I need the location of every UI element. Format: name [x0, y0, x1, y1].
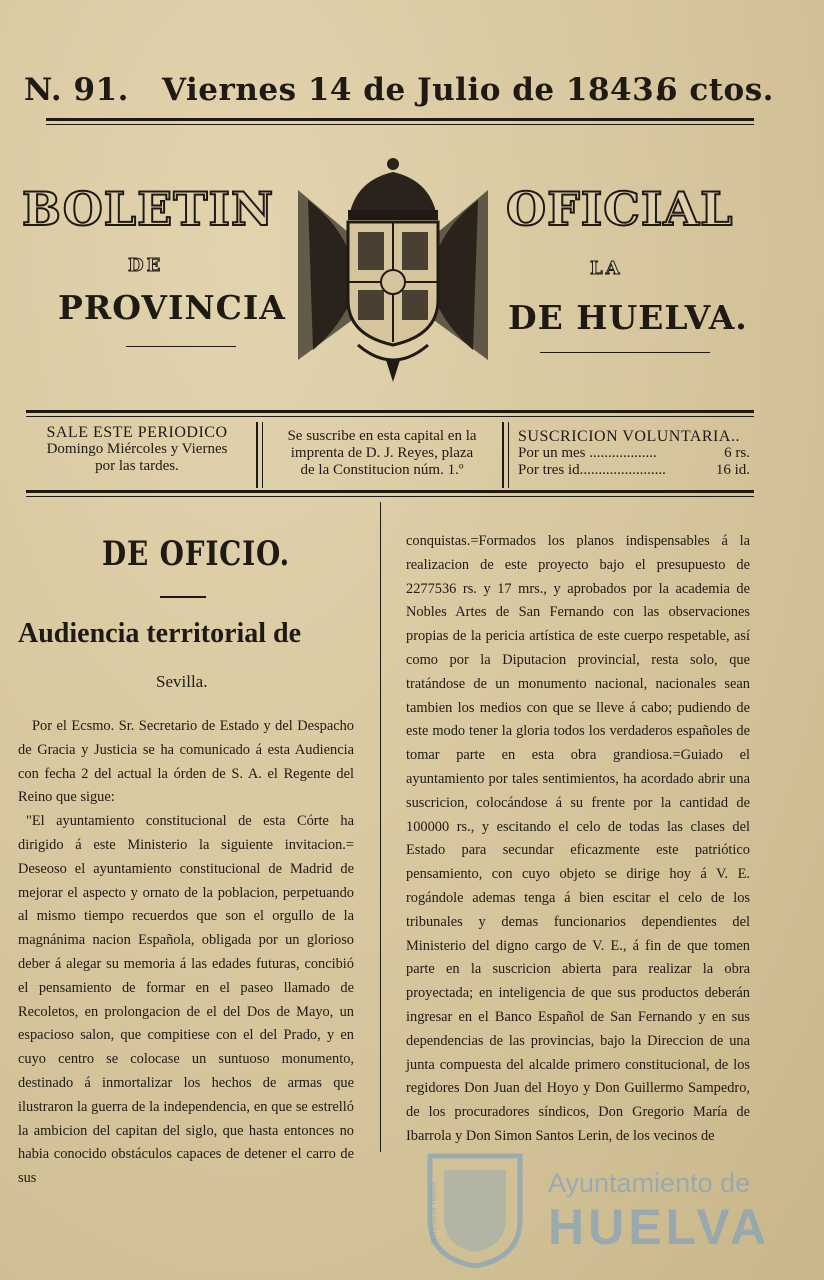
info-divider-1b	[262, 422, 263, 488]
title-rule-right	[540, 352, 710, 353]
seal-text: POTENS IN TERRA	[431, 1181, 438, 1245]
subscription-line-1: Se suscribe en esta capital en la	[287, 428, 477, 444]
issue-number: N. 91.	[24, 72, 129, 108]
city-seal-watermark	[420, 1150, 530, 1270]
info-subscription	[268, 428, 496, 479]
title-oficial: OFICIAL	[506, 182, 734, 236]
rate-price: 6 rs.	[724, 445, 750, 461]
title-rule-left	[126, 346, 236, 347]
title-la: LA	[590, 258, 623, 279]
masthead-rule	[46, 118, 754, 121]
masthead	[24, 72, 774, 116]
title-provincia: PROVINCIA	[58, 288, 286, 327]
info-divider-2	[502, 422, 504, 488]
paragraph: Por el Ecsmo. Sr. Secretario de Estado y del Despacho de Gracia y Justicia se ha comunicado á esta Audiencia con fecha 2 del actual la órden de S. A. el Regente del Reino que sigue:	[18, 718, 354, 806]
info-schedule	[22, 424, 252, 475]
info-divider-1	[256, 422, 258, 488]
watermark-line-2: HUELVA	[548, 1199, 771, 1255]
coat-of-arms-emblem	[288, 150, 498, 385]
schedule-title: SALE ESTE PERIODICO	[46, 424, 228, 441]
rate-label: Por tres id.......................	[518, 462, 666, 478]
schedule-time: por las tardes.	[95, 458, 179, 474]
subscription-line-2: imprenta de D. J. Reyes, plaza	[290, 445, 474, 461]
voluntary-title: SUSCRICION VOLUNTARIA..	[518, 428, 740, 445]
rate-row	[518, 445, 750, 462]
section-city: Sevilla.	[156, 672, 208, 691]
title-de-huelva: DE HUELVA.	[508, 298, 748, 337]
subscription-line-3: de la Constitucion núm. 1.º	[300, 462, 464, 478]
masthead-rule-thin	[46, 124, 754, 125]
issue-price: 6 ctos.	[656, 72, 774, 108]
info-voluntary	[518, 428, 750, 479]
paragraph: conquistas.=Formados los planos indispensables á la realizacion de este proyecto bajo el presupuesto de 2277536 rs. y 17 mrs., y aprobados por la academia de Nobles Artes de San Fernando con las observaciones propias de la pericia artística de este cuerpo respetable, así como por la Diputacion provincial, resta solo, que tratándose de un monumento nacional, nacionales sean tambien los medios con que se lleve á cabo; pudiendo de este modo tener la gloria todos los verdaderos españoles de tomar parte en esta obra grandiosa.=Guiado el ayuntamiento por tales sentimientos, ha acordado abrir una suscricion, colocándose á su frente por la cantidad de 100000 rs., y escitando el celo de todas las clases del Estado para secundar eficazmente este patriótico pensamiento, con cuyo objeto se dirige hoy á V. E. rogándole ademas tenga á bien escitar el celo de los tribunales y demas funcionarios dependientes del Ministerio del digno cargo de V. E., á fin de que tomen parte en la suscricion abierta para realizar la obra proyectada; en inteligencia de que sus productos deberán ingresar en el Banco Español de San Fernando y en sus dependencias de las provincias, bajo la Direccion de una junta compuesta del alcalde primero constitucional, de los regidores Don Juan del Hoyo y Don Guillermo Sampedro, de los procuradores síndicos, Don Gregorio María de Ibarrola y Don Simon Santos Lerin, de los vecinos de	[406, 533, 750, 1144]
schedule-days: Domingo Miércoles y Viernes	[46, 441, 228, 457]
rate-row	[518, 462, 750, 479]
section-heading: DE OFICIO.	[102, 534, 291, 574]
title-de: DE	[128, 255, 164, 276]
info-divider-2b	[508, 422, 509, 488]
issue-date: Viernes 14 de Julio de 1843.	[162, 72, 666, 108]
left-column-text	[18, 715, 354, 1191]
column-divider	[380, 502, 381, 1152]
info-bottom-rule	[26, 490, 754, 493]
section-subheading: Audiencia territorial de	[18, 618, 302, 649]
info-top-rule	[26, 410, 754, 413]
title-boletin: BOLETIN	[22, 182, 275, 236]
rate-label: Por un mes ..................	[518, 445, 657, 461]
heading-ornament	[160, 596, 206, 598]
info-bottom-rule-thin	[26, 496, 754, 497]
right-column-text	[406, 530, 750, 1149]
rate-price: 16 id.	[715, 462, 750, 478]
paragraph: "El ayuntamiento constitucional de esta Córte ha dirigido á este Ministerio la siguiente invitacion.= Deseoso el ayuntamiento constitucional de Madrid de mejorar el aspecto y ornato de la poblacion, perpetuando al mismo tiempo recuerdos que son el orgullo de la magnánima nacion Española, obligada por un glorioso deber á alegar su memoria á las edades futuras, concibió el pensamiento de formar en el paseo llamado de Recoletos, en prolongacion de el del Dos de Mayo, un espacioso salon, que compitiese con el del Prado, y en cuyo centro se colocase un suntuoso monumento, destinado á inmortalizar los hechos de armas que ilustraron la guerra de la independencia, en que se estrelló la ambicion del capitan del siglo, que hasta entonces no habia conocido obstáculos capaces de detener el carro de sus	[18, 813, 354, 1187]
watermark-line-1: Ayuntamiento de	[548, 1168, 751, 1198]
info-top-rule-thin	[26, 416, 754, 417]
